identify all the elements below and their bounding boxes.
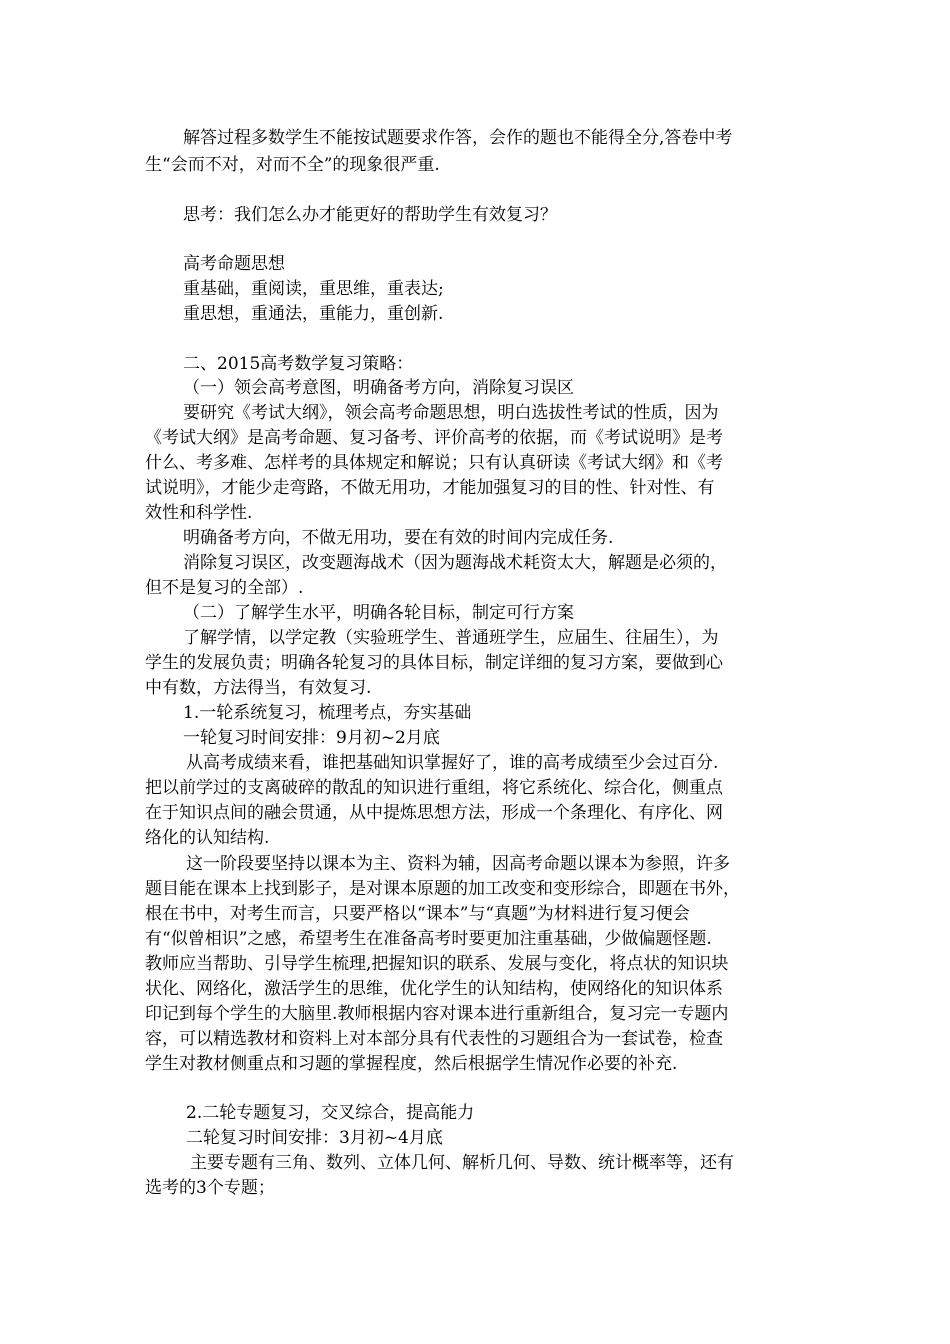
paragraph-line: 在于知识点间的融会贯通，从中提炼思想方法，形成一个条理化、有序化、网: [145, 803, 723, 823]
paragraph-line: 容，可以精选教材和资料上对本部分具有代表性的习题组合为一套试卷，检查: [145, 1029, 723, 1049]
paragraph-line: 中有数，方法得当，有效复习.: [145, 678, 372, 698]
section-heading: 二、2015高考数学复习策略：: [183, 354, 414, 374]
paragraph-line: 从高考成绩来看，谁把基础知识掌握好了，谁的高考成绩至少会过百分.: [186, 753, 719, 773]
paragraph-line: 题目能在课本上找到影子，是对课本原题的加工改变和变形综合，即题在书外，: [145, 879, 740, 899]
paragraph-line: 学生的发展负责；明确各轮复习的具体目标，制定详细的复习方案，要做到心: [145, 653, 723, 673]
paragraph-line: 有“似曾相识”之感，希望考生在准备高考时要更加注重基础，少做偏题怪题.: [145, 929, 712, 949]
paragraph-line: 重思想，重通法，重能力，重创新.: [183, 304, 444, 324]
paragraph-line: 明确备考方向，不做无用功，要在有效的时间内完成任务.: [183, 528, 614, 548]
subsection-heading: （二）了解学生水平，明确各轮目标，制定可行方案: [183, 603, 574, 623]
paragraph-line: 消除复习误区，改变题海战术（因为题海战术耗资太大，解题是必须的，: [183, 553, 727, 573]
subsection-heading: 1.一轮系统复习，梳理考点，夯实基础: [183, 703, 472, 723]
subsection-heading: （一）领会高考意图，明确备考方向，消除复习误区: [183, 378, 574, 398]
paragraph-line: 一轮复习时间安排：9月初~2月底: [183, 728, 440, 748]
paragraph-line: 把以前学过的支离破碎的散乱的知识进行重组，将它系统化、综合化，侧重点: [145, 778, 723, 798]
paragraph-line: 什么、考多难、怎样考的具体规定和解说；只有认真研读《考试大纲》和《考: [145, 453, 723, 473]
paragraph-line: 二轮复习时间安排：3月初~4月底: [186, 1128, 443, 1148]
paragraph-line: 效性和科学性.: [145, 503, 253, 523]
paragraph-line: 要研究《考试大纲》，领会高考命题思想，明白选拔性考试的性质，因为: [183, 403, 719, 423]
paragraph-line: 教师应当帮助、引导学生梳理,把握知识的联系、发展与变化，将点状的知识块: [145, 954, 729, 974]
paragraph-line: 重基础，重阅读，重思维，重表达;: [183, 279, 444, 299]
paragraph-line: 主要专题有三角、数列、立体几何、解析几何、导数、统计概率等，还有: [190, 1153, 734, 1173]
paragraph-line: 学生对教材侧重点和习题的掌握程度，然后根据学生情况作必要的补充.: [145, 1054, 678, 1074]
paragraph-line: 生“会而不对，对而不全”的现象很严重.: [145, 155, 440, 175]
paragraph-line: 络化的认知结构.: [145, 828, 270, 848]
paragraph-line: 这一阶段要坚持以课本为主、资料为辅，因高考命题以课本为参照，许多: [186, 854, 730, 874]
paragraph-line: 《考试大纲》是高考命题、复习备考、评价高考的依据，而《考试说明》是考: [145, 428, 723, 448]
paragraph-line: 了解学情，以学定教（实验班学生、普通班学生，应届生、往届生），为: [183, 628, 719, 648]
paragraph-line: 印记到每个学生的大脑里.教师根据内容对课本进行重新组合，复习完一专题内: [145, 1004, 729, 1024]
paragraph-line: 思考：我们怎么办才能更好的帮助学生有效复习？: [183, 205, 557, 225]
paragraph-line: 选考的3个专题；: [145, 1178, 275, 1198]
paragraph-line: 但不是复习的全部）.: [145, 578, 304, 598]
paragraph-line: 解答过程多数学生不能按试题要求作答，会作的题也不能得全分,答卷中考: [183, 128, 733, 148]
paragraph-line: 状化、网络化，激活学生的思维，优化学生的认知结构，使网络化的知识体系: [145, 979, 723, 999]
section-heading: 高考命题思想: [183, 254, 285, 274]
paragraph-line: 根在书中，对考生而言，只要严格以“课本”与“真题”为材料进行复习便会: [145, 904, 690, 924]
subsection-heading: 2.二轮专题复习，交叉综合，提高能力: [186, 1103, 475, 1123]
paragraph-line: 试说明》，才能少走弯路，不做无用功，才能加强复习的目的性、针对性、有: [145, 478, 715, 498]
